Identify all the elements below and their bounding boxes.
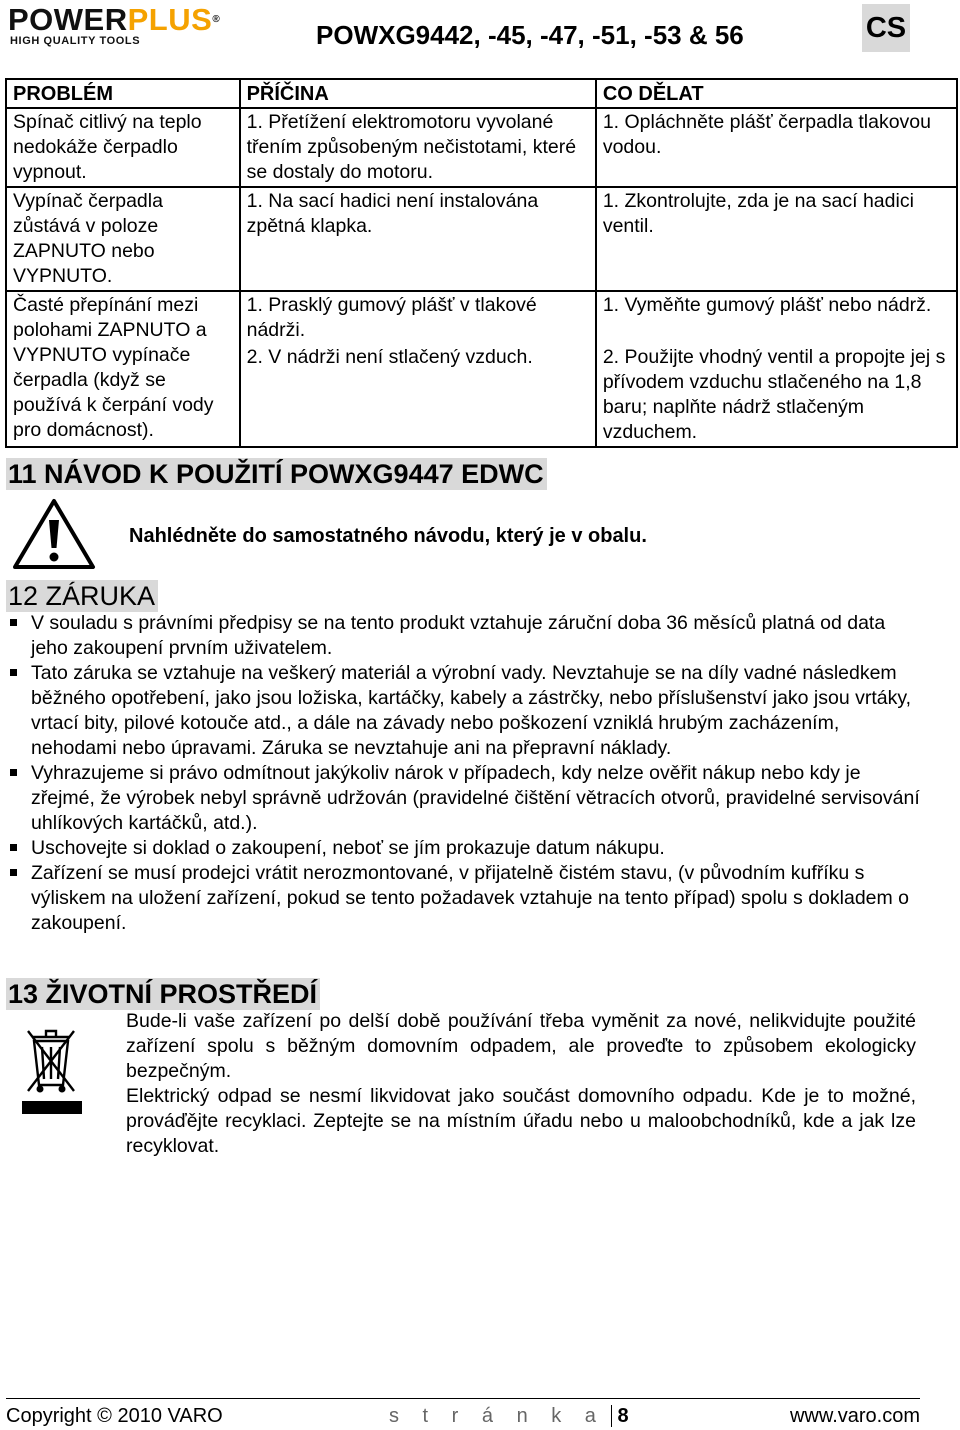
page-word: s t r á n k a <box>389 1405 605 1427</box>
cause-cell: 1. Prasklý gumový plášť v tlakové nádrži. <box>240 291 596 344</box>
section-13-heading: 13 ŽIVOTNÍ PROSTŘEDÍ <box>6 978 320 1010</box>
logo-registered-mark: ® <box>212 14 221 25</box>
list-item <box>8 611 923 661</box>
footer-website: www.varo.com <box>789 1405 920 1427</box>
list-item <box>8 836 923 861</box>
action-cell: 1. Opláchněte plášť čerpadla tlakovou vodou. <box>596 108 957 187</box>
section-12-heading: 12 ZÁRUKA <box>6 580 158 612</box>
bullet-icon <box>10 844 17 851</box>
list-item-text: Uschovejte si doklad o zakoupení, neboť se jím prokazuje datum nákupu. <box>31 837 665 859</box>
column-header-problem: PROBLÉM <box>6 79 240 108</box>
logo-wordmark <box>8 4 220 36</box>
crossed-bin-icon <box>16 1013 86 1115</box>
section-11-heading: 11 NÁVOD K POUŽITÍ POWXG9447 EDWC <box>6 458 547 490</box>
problem-cell: Vypínač čerpadla zůstává v poloze ZAPNUTO nebo VYPNUTO. <box>6 187 240 291</box>
action-cell: 2. Použijte vhodný ventil a propojte jej s přívodem vzduchu stlačeného na 1,8 baru; naplňte nádrž stlačeným vzduchem. <box>596 344 957 447</box>
column-header-cause: PŘÍČINA <box>240 79 596 108</box>
bullet-icon <box>10 869 17 876</box>
bullet-icon <box>10 769 17 776</box>
environment-paragraph: Bude-li vaše zařízení po delší době používání třeba vyměnit za nové, nelikvidujte použité zařízení spolu s běžným domovním odpadem, ale proveďte to způsobem ekologicky bezpečným. <box>126 1010 916 1082</box>
list-item-text: Zařízení se musí prodejci vrátit nerozmontované, v přijatelně čistém stavu, (v původním kufříku s výliskem na uložení zařízení, pokud se tento požadavek vztahuje na tento případ) spolu s dokladem o zakoupení. <box>31 862 910 934</box>
list-item <box>8 861 923 936</box>
footer-copyright: Copyright © 2010 VARO <box>6 1405 223 1427</box>
language-badge: CS <box>862 4 910 52</box>
table-row <box>6 187 957 291</box>
table-header-row <box>6 79 957 108</box>
page-number: 8 <box>611 1405 629 1427</box>
table-row <box>6 108 957 187</box>
action-cell: 1. Vyměňte gumový plášť nebo nádrž. <box>596 291 957 344</box>
logo-plus: PLUS <box>127 2 213 37</box>
logo-power: POWER <box>8 2 128 37</box>
environment-paragraph: Elektrický odpad se nesmí likvidovat jako součást domovního odpadu. Kde je to možné, prováďějte recyklaci. Zeptejte se na místním úřadu nebo u maloobchodníků, kde a jak lze recyklovat. <box>126 1085 916 1157</box>
model-title: POWXG9442, -45, -47, -51, -53 & 56 <box>316 20 744 50</box>
list-item-text: Tato záruka se vztahuje na veškerý materiál a výrobní vady. Nevztahuje se na díly vadné následkem běžného opotřebení, jako jsou ložiska, kartáčky, kabely a zástrčky, nebo příslušenství jako jsou vrtáky, vrtací bity, pilové kotouče atd., a dále na závady nebo poškození vzniklá hrubým zacházením, nehodami nebo úpravami. Záruka se nevztahuje ani na přepravní náklady. <box>31 662 912 759</box>
cause-cell: 1. Přetížení elektromotoru vyvolané třením způsobeným nečistotami, které se dostaly do motoru. <box>240 108 596 187</box>
action-cell: 1. Zkontrolujte, zda je na sací hadici ventil. <box>596 187 957 291</box>
problem-cell: Spínač citlivý na teplo nedokáže čerpadlo vypnout. <box>6 108 240 187</box>
cause-cell: 2. V nádrži není stlačený vzduch. <box>240 344 596 447</box>
column-header-action: CO DĚLAT <box>596 79 957 108</box>
troubleshooting-table <box>5 78 958 448</box>
warranty-list <box>8 611 923 936</box>
list-item <box>8 661 923 761</box>
bullet-icon <box>10 619 17 626</box>
list-item-text: V souladu s právními předpisy se na tento produkt vztahuje záruční doba 36 měsíců platná od data jeho zakoupení prvním uživatelem. <box>31 612 886 659</box>
warning-triangle-icon <box>12 498 96 570</box>
brand-logo <box>8 4 270 46</box>
footer-divider <box>6 1398 920 1399</box>
problem-cell: Časté přepínání mezi polohami ZAPNUTO a VYPNUTO vypínače čerpadla (když se používá k čerpání vody pro domácnost). <box>6 291 240 447</box>
environment-text <box>126 1009 916 1159</box>
bullet-icon <box>10 669 17 676</box>
logo-tagline: HIGH QUALITY TOOLS <box>10 35 141 47</box>
cause-cell: 1. Na sací hadici není instalována zpětná klapka. <box>240 187 596 291</box>
list-item-text: Vyhrazujeme si právo odmítnout jakýkoliv nárok v případech, kdy nelze ověřit nákup nebo kdy je zřejmé, že výrobek nebyl správně udržován (pravidelné čištění větracích otvorů, pravidelné servisování uhlíkových kartáčků, atd.). <box>31 762 920 834</box>
warning-text: Nahlédněte do samostatného návodu, který je v obalu. <box>129 525 647 547</box>
footer-page-indicator <box>389 1404 629 1428</box>
table-row <box>6 291 957 344</box>
list-item <box>8 761 923 836</box>
